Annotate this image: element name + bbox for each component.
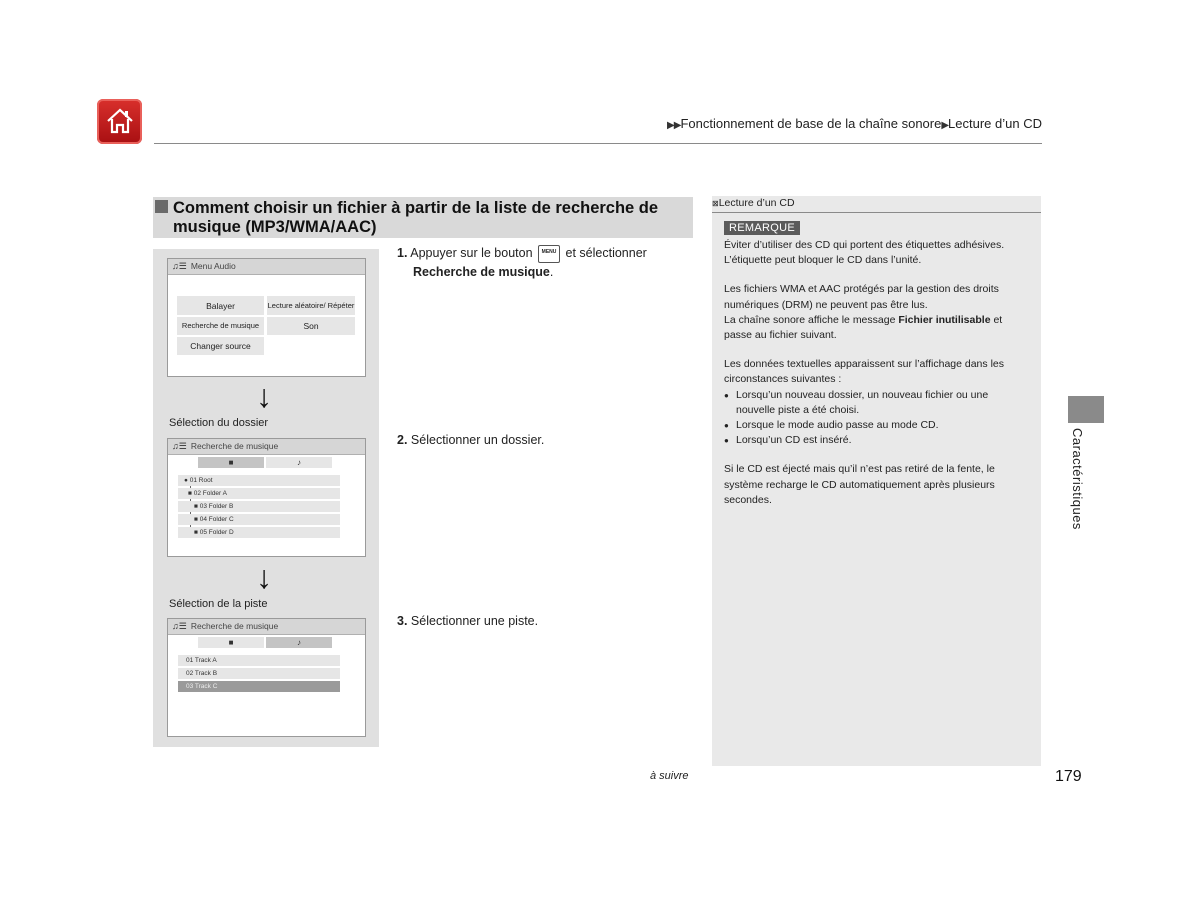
remarque-badge: REMARQUE — [724, 221, 800, 235]
music-note-icon: ♪ — [297, 638, 301, 647]
step-text: . — [549, 264, 554, 279]
note-paragraph: Les fichiers WMA et AAC protégés par la gestion des droits numériques (DRM) ne peuvent pas être lus. — [724, 283, 999, 311]
track-row[interactable]: 02 Track B — [178, 668, 340, 679]
header-divider — [154, 143, 1042, 144]
folder-row[interactable] — [178, 475, 340, 486]
note-text: et passe au fichier suivant. — [724, 313, 1003, 342]
disc-icon: ● — [184, 477, 188, 484]
note-paragraph: Éviter d’utiliser des CD qui portent des étiquettes adhésives. L’étiquette peut bloquer le CD dans l’unité. — [724, 239, 1005, 267]
breadcrumb-item-2[interactable]: Lecture d’un CD — [948, 116, 1042, 131]
step-1 — [397, 244, 687, 281]
note-paragraph: Si le CD est éjecté mais qu’il n’est pas retiré de la fente, le système recharge le CD automatiquement après plusieurs secondes. — [724, 463, 995, 506]
note-paragraph — [724, 313, 1030, 343]
row-label: 01 Root — [189, 477, 213, 484]
step-text: et sélectionner — [565, 246, 647, 260]
audio-menu-icon: ♫☰ — [172, 441, 187, 451]
row-label: 03 Folder B — [199, 503, 234, 510]
section-marker-icon — [155, 200, 168, 213]
down-arrow-icon: ↓ — [256, 559, 272, 595]
folder-icon: ■ — [194, 503, 198, 510]
step-text: Sélectionner une piste. — [410, 614, 539, 628]
folder-screen — [167, 438, 366, 557]
folder-icon: ■ — [194, 529, 198, 536]
step-number: 1. — [397, 246, 408, 260]
note-bullet: ● Lorsque le mode audio passe au mode CD. — [724, 418, 1030, 433]
menu-button-son[interactable]: Son — [267, 317, 355, 335]
notes-body — [724, 238, 1030, 508]
reference-arrow-icon: ⊠ — [712, 199, 719, 208]
audio-menu-icon: ♫☰ — [172, 261, 187, 271]
row-label: 04 Folder C — [199, 516, 234, 523]
notes-divider — [712, 212, 1041, 213]
tab-bar — [198, 637, 333, 649]
note-bold: Fichier inutilisable — [898, 313, 991, 326]
screen-title: Menu Audio — [190, 261, 236, 271]
step-3 — [397, 612, 538, 630]
continue-label: à suivre — [650, 770, 689, 782]
tab-bar — [198, 457, 333, 469]
page-number: 179 — [1055, 768, 1082, 785]
step-text: Appuyer sur le bouton — [410, 246, 533, 260]
menu-button-balayer[interactable]: Balayer — [177, 296, 264, 315]
screen-title-bar — [168, 259, 365, 275]
folder-icon: ■ — [188, 490, 192, 497]
section-title: Comment choisir un fichier à partir de la liste de recherche de musique (MP3/WMA/AAC) — [173, 199, 659, 236]
menu-button-icon — [538, 245, 560, 263]
folder-icon: ■ — [228, 458, 234, 467]
down-arrow-icon: ↓ — [256, 378, 272, 414]
note-text: La chaîne sonore affiche le message — [724, 313, 896, 326]
track-screen — [167, 618, 366, 737]
folder-icon: ■ — [194, 516, 198, 523]
menu-audio-screen — [167, 258, 366, 377]
caption-folder: Sélection du dossier — [169, 417, 269, 429]
folder-row[interactable] — [178, 488, 340, 499]
screen-title-bar — [168, 619, 365, 635]
audio-menu-icon: ♫☰ — [172, 621, 187, 631]
screen-title-bar — [168, 439, 365, 455]
step-2 — [397, 431, 544, 449]
breadcrumb-arrow-icon: ▶▶ — [667, 120, 681, 131]
step-bold-term: Recherche de musique — [413, 264, 550, 279]
track-row-selected[interactable]: 03 Track C — [178, 681, 340, 692]
breadcrumb-item-1[interactable]: Fonctionnement de base de la chaîne sonore — [680, 116, 942, 131]
row-label: 05 Folder D — [199, 529, 234, 536]
screen-title: Recherche de musique — [190, 621, 279, 631]
tab-folder[interactable] — [198, 637, 264, 648]
note-paragraph: Les données textuelles apparaissent sur l’affichage dans les circonstances suivantes : — [724, 358, 1004, 386]
row-label: 02 Folder A — [193, 490, 227, 497]
notes-heading-text: Lecture d’un CD — [718, 197, 795, 209]
step-number: 3. — [397, 614, 408, 628]
folder-row[interactable] — [178, 527, 340, 538]
step-text: Sélectionner un dossier. — [410, 433, 545, 447]
step-number: 2. — [397, 433, 408, 447]
track-row[interactable]: 01 Track A — [178, 655, 340, 666]
notes-heading[interactable] — [712, 197, 795, 209]
breadcrumb-arrow-icon: ▶ — [941, 120, 949, 131]
menu-button-lecture-aleatoire[interactable]: Lecture aléatoire/ Répéter — [267, 296, 355, 315]
breadcrumb — [600, 116, 1042, 131]
screen-title: Recherche de musique — [190, 441, 279, 451]
home-icon — [105, 106, 135, 136]
music-note-icon: ♪ — [297, 458, 301, 467]
tab-music[interactable] — [266, 637, 332, 648]
chapter-tab-label: Caractéristiques — [1070, 428, 1085, 530]
menu-key-label: MENU — [541, 248, 557, 255]
tab-music[interactable] — [266, 457, 332, 468]
folder-row[interactable] — [178, 501, 340, 512]
folder-row[interactable] — [178, 514, 340, 525]
folder-icon: ■ — [228, 638, 234, 647]
menu-button-changer-source[interactable]: Changer source — [177, 337, 264, 355]
note-bullet: ● Lorsqu’un nouveau dossier, un nouveau fichier ou une nouvelle piste a été choisi. — [724, 388, 1030, 418]
caption-track: Sélection de la piste — [169, 598, 268, 610]
menu-button-recherche-musique[interactable]: Recherche de musique — [177, 317, 264, 335]
tab-folder[interactable] — [198, 457, 264, 468]
note-bullet: ● Lorsqu’un CD est inséré. — [724, 433, 1030, 448]
chapter-tab-marker[interactable] — [1068, 396, 1104, 423]
home-button[interactable] — [97, 99, 142, 144]
